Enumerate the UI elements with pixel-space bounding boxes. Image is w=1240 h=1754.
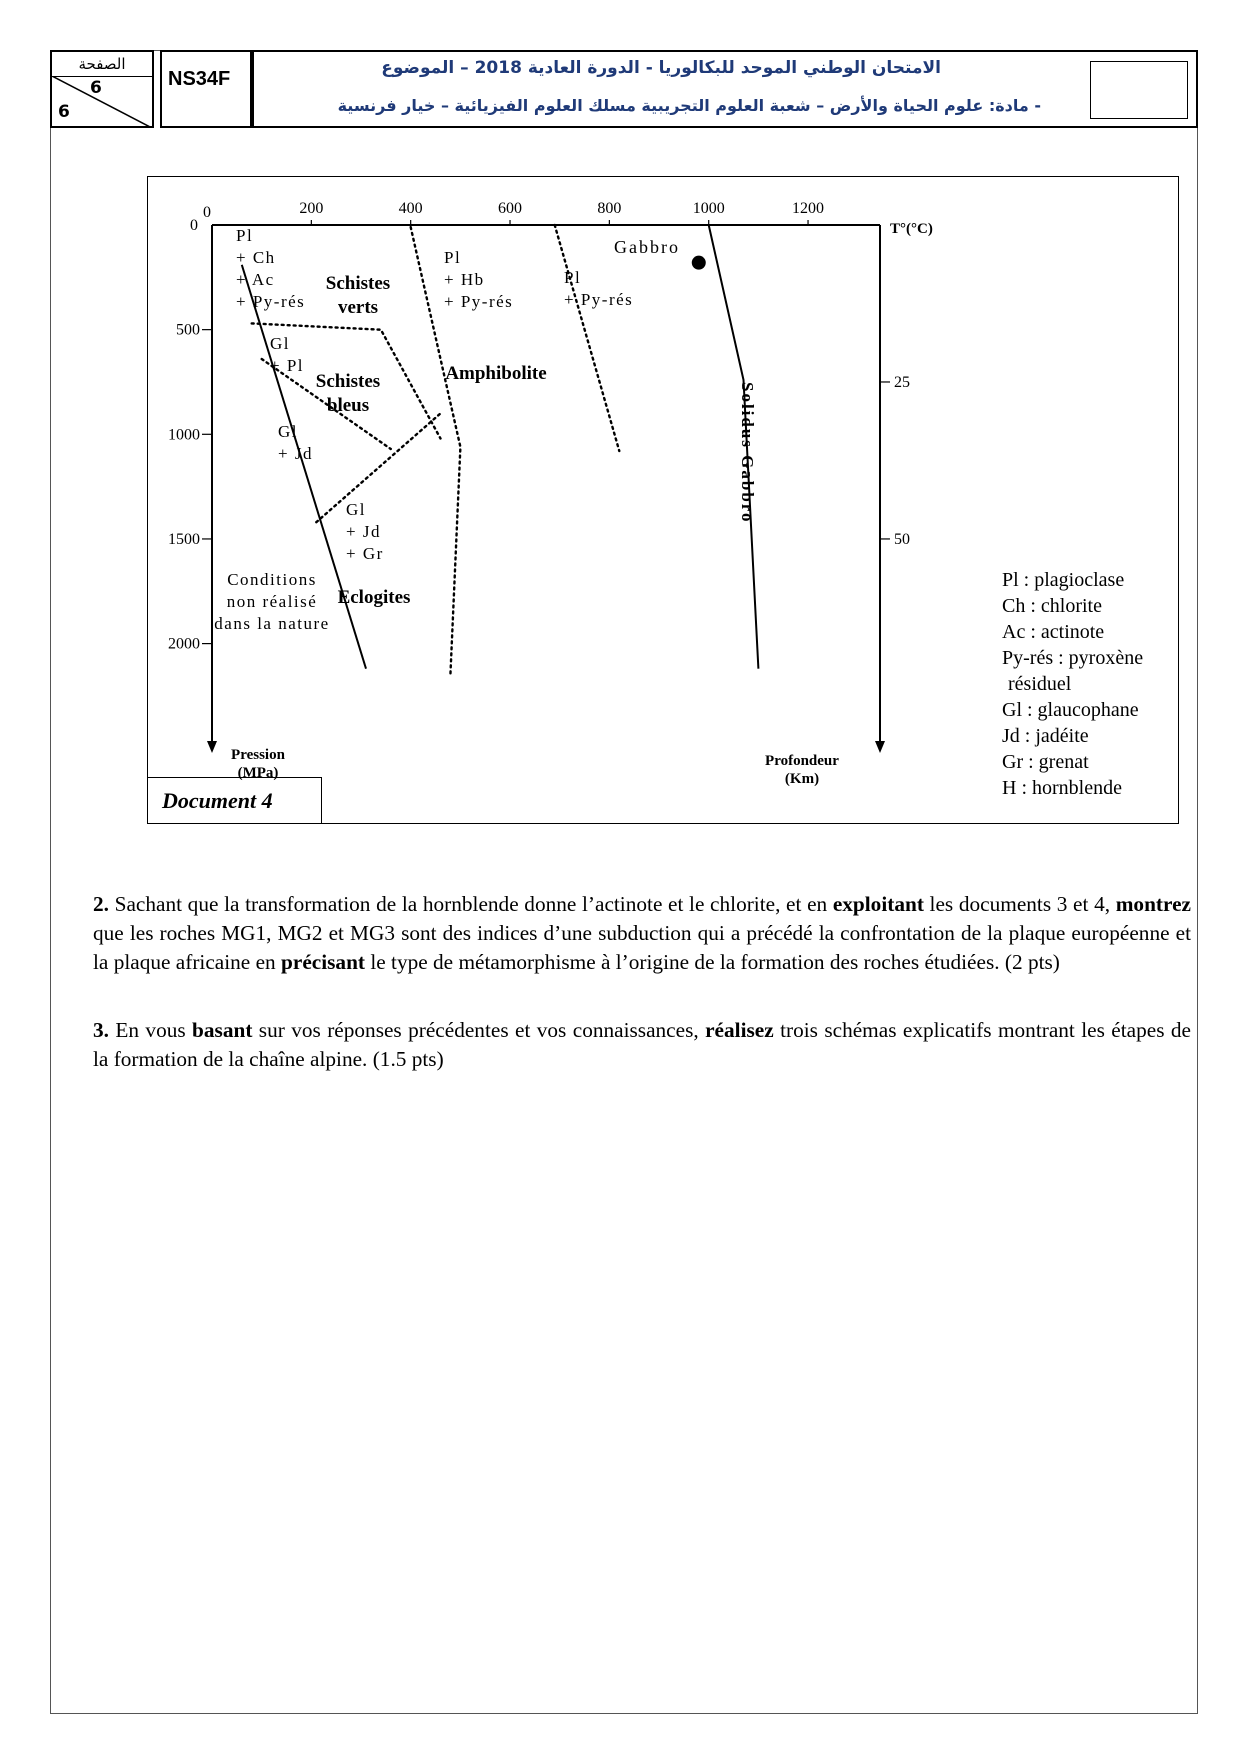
amph-mineral-3: + Py-rés [444, 292, 514, 311]
impossible-line-1: Conditions [227, 570, 317, 589]
page-total: 6 [58, 102, 70, 122]
x-tick-label: 400 [398, 200, 423, 217]
gabbro-point [692, 256, 706, 270]
legend-item: Ch : chlorite [1002, 595, 1102, 617]
verts-name-1: Schistes [325, 273, 391, 294]
legend-item: Py-rés : pyroxène [1002, 647, 1144, 669]
exam-title-line2: - مادة: علوم الحياة والأرض – شعبة العلوم التجريبية مسلك العلوم الفيزيائية – خيار فرنسية [337, 96, 1041, 115]
verts-name-2: verts [337, 297, 379, 318]
boundary-eclogite-top [316, 413, 440, 522]
blank-box [1090, 61, 1188, 119]
bleus-name-2: bleus [326, 395, 370, 416]
document-label-box [148, 777, 322, 823]
depth-tick-label: 25 [894, 373, 910, 391]
document-label: Document 4 [162, 788, 273, 813]
bleus-mineral-b2: + Jd [278, 444, 313, 463]
amph-mineral-1: Pl [444, 248, 462, 267]
exam-title-line1: الامتحان الوطني الموحد للبكالوريا - الدورة العادية 2018 – الموضوع [381, 58, 941, 78]
depth-tick-label: 50 [894, 530, 910, 548]
x-axis-title: T°(°C) [890, 221, 933, 237]
exam-title-box [252, 50, 1198, 128]
gran-mineral-1: Pl [564, 268, 582, 287]
y-axis-title-1: Pression [231, 747, 285, 763]
eclogite-mineral-1: Gl [346, 500, 366, 519]
y-axis-title-2: (MPa) [237, 765, 279, 781]
verts-mineral-3: + Ac [236, 270, 275, 289]
legend-item: H : hornblende [1002, 777, 1122, 799]
y-tick-label: 0 [190, 217, 198, 234]
page-label: الصفحة [52, 54, 152, 77]
eclogite-mineral-3: + Gr [346, 544, 384, 563]
depth-axis-title-2: (Km) [784, 771, 820, 787]
solidus-label: Solidus Gabbro [738, 382, 757, 524]
exam-code-box [160, 50, 252, 128]
question-number: 2. [93, 892, 109, 916]
legend-item: Gl : glaucophane [1002, 699, 1139, 721]
bleus-mineral-b1: Gl [278, 422, 298, 441]
boundary-amph-gran [555, 225, 620, 451]
verts-mineral-1: Pl [236, 226, 254, 245]
question-2: 2. Sachant que la transformation de la hornblende donne l’actinote et le chlorite, et en exploitant les documents 3 et 4, montrez que les roches MG1, MG2 et MG3 sont des indices d’une subduction qui a précédé la confrontation de la plaque européenne et la plaque africaine en précisant le type de métamorphisme à l’origine de la formation des roches étudiées. (2 pts) [93, 892, 1191, 974]
legend-item: résiduel [1008, 673, 1072, 695]
gran-mineral-2: + Py-rés [564, 290, 634, 309]
gabbro-label: Gabbro [614, 237, 680, 257]
page-current: 6 [90, 78, 102, 98]
amph-mineral-2: + Hb [444, 270, 485, 289]
y-tick-label: 500 [176, 321, 200, 339]
x-tick-label: 200 [299, 200, 324, 217]
depth-axis-title-1: Profondeur [765, 753, 839, 769]
impossible-line-2: non réalisé [226, 592, 318, 611]
y-tick-label: 1500 [168, 530, 200, 548]
legend [1002, 567, 1143, 801]
x-tick-label: 800 [597, 200, 622, 217]
depth-axis-arrow [875, 741, 885, 753]
x-tick-label: 1000 [692, 200, 725, 217]
amph-name: Amphibolite [445, 363, 547, 384]
y-axis-arrow [207, 741, 217, 753]
legend-item: Ac : actinote [1002, 621, 1105, 643]
x-tick-label: 600 [498, 200, 523, 217]
bleus-mineral-a1: Gl [270, 334, 290, 353]
y-tick-label: 2000 [168, 635, 200, 653]
question-number: 3. [93, 1018, 109, 1042]
x-tick-label: 1200 [792, 200, 825, 217]
question-3: 3. En vous basant sur vos réponses précédentes et vos connaissances, réalisez trois schémas explicatifs montrant les étapes de la formation de la chaîne alpine. (1.5 pts) [93, 1018, 1191, 1071]
eclogite-name: Eclogites [337, 587, 411, 608]
x-tick-label: 0 [203, 204, 211, 221]
exam-code: NS34F [168, 68, 231, 90]
page-number-box [50, 50, 154, 128]
verts-mineral-4: + Py-rés [236, 292, 306, 311]
verts-mineral-2: + Ch [236, 248, 276, 267]
impossible-line-3: dans la nature [214, 614, 330, 633]
y-tick-label: 1000 [168, 426, 200, 444]
document-4 [147, 176, 1179, 824]
bleus-name-1: Schistes [315, 371, 381, 392]
eclogite-mineral-2: + Jd [346, 522, 381, 541]
bleus-mineral-a2: + Pl [270, 356, 305, 375]
legend-item: Jd : jadéite [1002, 725, 1089, 747]
legend-item: Gr : grenat [1002, 751, 1089, 773]
legend-item: Pl : plagioclase [1002, 569, 1125, 591]
